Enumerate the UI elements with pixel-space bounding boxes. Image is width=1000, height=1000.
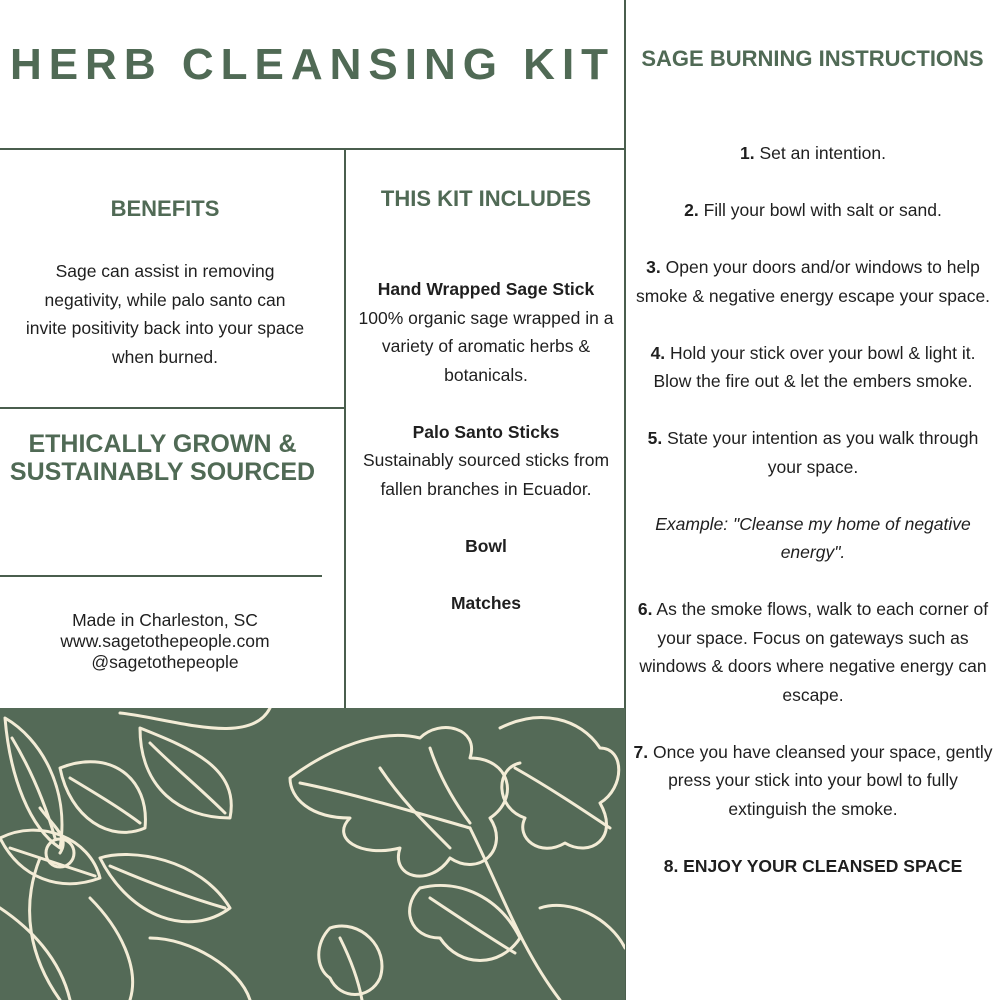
benefits-heading: BENEFITS (110, 196, 220, 221)
step-text: Hold your stick over your bowl & light it. Blow the fire out & let the embers smoke. (653, 342, 976, 391)
divider-horizontal-ethically (0, 575, 322, 577)
page-title: HERB CLEANSING KIT (9, 40, 616, 89)
kit-item-desc: 100% organic sage wrapped in a variety of aromatic herbs & botanicals. (358, 307, 614, 385)
step-text: State your intention as you walk through your space. (662, 428, 979, 477)
kit-item-name: Matches (450, 592, 522, 613)
instruction-step (632, 424, 994, 481)
botanical-illustration-svg (0, 708, 625, 1000)
instruction-final: 8. ENJOY YOUR CLEANSED SPACE (663, 855, 963, 876)
step-text: Open your doors and/or windows to help smoke & negative energy escape your space. (635, 257, 991, 306)
step-number: 7. (633, 741, 649, 762)
contact-block (0, 610, 330, 673)
kit-item (350, 275, 622, 389)
instructions-heading: SAGE BURNING INSTRUCTIONS (641, 46, 984, 71)
kit-item (350, 418, 622, 504)
handle-text: @sagetothepeople (91, 652, 239, 672)
website-text: www.sagetothepeople.com (60, 631, 270, 651)
divider-vertical-middle (344, 150, 346, 710)
kit-item (350, 589, 622, 618)
instruction-example: Example: "Cleanse my home of negative energy". (655, 513, 971, 562)
step-number: 4. (650, 342, 666, 363)
kit-item (350, 532, 622, 561)
instruction-step (632, 738, 994, 824)
step-number: 6. (637, 599, 653, 619)
kit-item-name: Bowl (465, 535, 507, 556)
ethically-heading: ETHICALLY GROWN & SUSTAINABLY SOURCED (9, 430, 316, 486)
kit-list (350, 275, 622, 646)
step-text: Set an intention. (754, 143, 886, 163)
instruction-step (632, 196, 994, 225)
instruction-step (632, 595, 994, 709)
divider-horizontal-benefits (0, 407, 345, 409)
location-text: Made in Charleston, SC (72, 610, 258, 630)
botanical-illustration (0, 708, 625, 1000)
kit-item-name: Palo Santo Sticks (412, 421, 560, 442)
step-number: 1. (740, 143, 755, 163)
step-text: Once you have cleansed your space, gently press your stick into your bowl to fully extinguish the smoke. (648, 741, 993, 819)
step-number: 5. (647, 428, 663, 448)
step-number: 3. (646, 257, 661, 277)
kit-heading: THIS KIT INCLUDES (380, 186, 592, 211)
benefits-text: Sage can assist in removing negativity, while palo santo can invite positivity back into your space when burned. (25, 261, 305, 367)
step-text: Fill your bowl with salt or sand. (698, 200, 942, 220)
divider-horizontal-title (0, 148, 625, 150)
step-text: As the smoke flows, walk to each corner of your space. Focus on gateways such as windows & doors where negative energy can escape. (639, 599, 989, 705)
step-number: 2. (684, 200, 699, 220)
instructions-list (632, 139, 994, 909)
instruction-step (632, 253, 994, 310)
instruction-step (632, 339, 994, 396)
kit-item-name: Hand Wrapped Sage Stick (377, 279, 595, 299)
kit-item-desc: Sustainably sourced sticks from fallen branches in Ecuador. (362, 450, 610, 499)
instruction-step (632, 139, 994, 168)
